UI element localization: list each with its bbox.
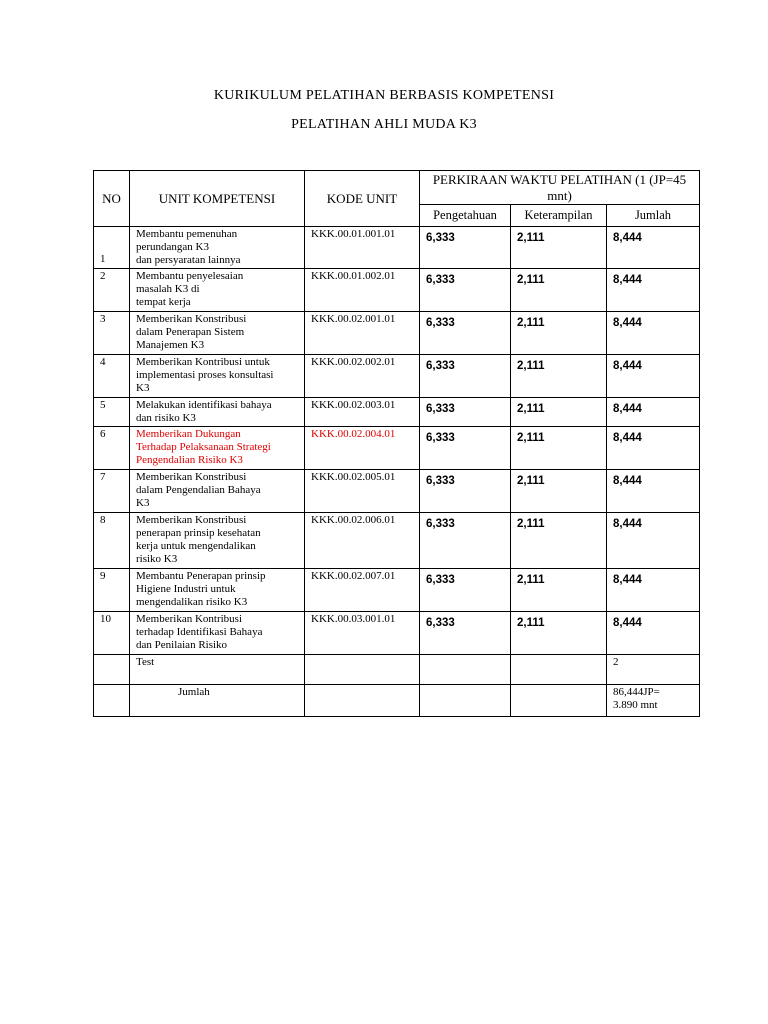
- row-no: 10: [100, 613, 111, 625]
- row-unit: Memberikan Konstribusi dalam Penerapan Sistem Manajemen K3: [136, 313, 247, 351]
- test-label: Test: [136, 656, 155, 668]
- row-unit: Memberikan Konstribusi penerapan prinsip kesehatan kerja untuk mengendalikan risiko K3: [136, 514, 261, 565]
- row-unit: Memberikan Dukungan Terhadap Pelaksanaan Strategi Pengendalian Risiko K3: [136, 428, 271, 466]
- row-pengetahuan: 6,333: [426, 232, 455, 244]
- row-jumlah: 8,444: [613, 274, 642, 286]
- row-unit: Membantu Penerapan prinsip Higiene Industri untuk mengendalikan risiko K3: [136, 570, 266, 608]
- row-pengetahuan: 6,333: [426, 617, 455, 629]
- row-pengetahuan: 6,333: [426, 274, 455, 286]
- row-jumlah: 8,444: [613, 317, 642, 329]
- row-unit: Memberikan Konstribusi dalam Pengendalian Bahaya K3: [136, 471, 261, 509]
- row-no: 2: [100, 270, 106, 282]
- row-kode: KKK.00.02.002.01: [311, 356, 396, 368]
- row-jumlah: 8,444: [613, 518, 642, 530]
- header-keterampilan: Keterampilan: [511, 205, 607, 227]
- row-pengetahuan: 6,333: [426, 518, 455, 530]
- table-body: [94, 227, 700, 717]
- table-row: [94, 398, 700, 427]
- row-keterampilan: 2,111: [517, 574, 545, 586]
- row-no: 9: [100, 570, 106, 582]
- total-row: [94, 685, 700, 717]
- table-row: [94, 612, 700, 655]
- row-kode: KKK.00.02.006.01: [311, 514, 396, 526]
- table-row: [94, 470, 700, 513]
- row-jumlah: 8,444: [613, 574, 642, 586]
- row-keterampilan: 2,111: [517, 403, 545, 415]
- row-no: 6: [100, 428, 106, 440]
- table-row-highlighted: [94, 427, 700, 470]
- row-jumlah: 8,444: [613, 617, 642, 629]
- row-pengetahuan: 6,333: [426, 403, 455, 415]
- total-label: Jumlah: [178, 686, 210, 698]
- table-row: [94, 269, 700, 312]
- row-pengetahuan: 6,333: [426, 360, 455, 372]
- curriculum-table: [93, 170, 700, 717]
- row-keterampilan: 2,111: [517, 475, 545, 487]
- row-kode: KKK.00.02.003.01: [311, 399, 396, 411]
- row-keterampilan: 2,111: [517, 432, 545, 444]
- row-kode: KKK.00.01.001.01: [311, 228, 396, 240]
- row-pengetahuan: 6,333: [426, 475, 455, 487]
- row-unit: Melakukan identifikasi bahaya dan risiko K3: [136, 399, 272, 424]
- row-no: 3: [100, 313, 106, 325]
- total-jumlah: 86,444JP= 3.890 mnt: [613, 686, 660, 711]
- row-no: 7: [100, 471, 106, 483]
- row-jumlah: 8,444: [613, 232, 642, 244]
- row-jumlah: 8,444: [613, 475, 642, 487]
- table-row: [94, 312, 700, 355]
- row-pengetahuan: 6,333: [426, 574, 455, 586]
- row-no: 4: [100, 356, 106, 368]
- row-pengetahuan: 6,333: [426, 432, 455, 444]
- row-no: 8: [100, 514, 106, 526]
- row-unit: Membantu pemenuhan perundangan K3 dan persyaratan lainnya: [136, 228, 241, 266]
- row-keterampilan: 2,111: [517, 232, 545, 244]
- document-subtitle: PELATIHAN AHLI MUDA K3: [291, 117, 477, 132]
- header-waktu: PERKIRAAN WAKTU PELATIHAN (1 (JP=45 mnt): [420, 171, 700, 205]
- header-pengetahuan: Pengetahuan: [420, 205, 511, 227]
- row-keterampilan: 2,111: [517, 617, 545, 629]
- header-kode: KODE UNIT: [305, 171, 420, 227]
- row-jumlah: 8,444: [613, 403, 642, 415]
- row-kode: KKK.00.02.007.01: [311, 570, 396, 582]
- row-no: 5: [100, 399, 106, 411]
- table-row: [94, 513, 700, 569]
- test-jumlah: 2: [613, 656, 619, 668]
- document-title: KURIKULUM PELATIHAN BERBASIS KOMPETENSI: [213, 88, 555, 103]
- row-jumlah: 8,444: [613, 360, 642, 372]
- row-kode: KKK.00.03.001.01: [311, 613, 396, 625]
- row-keterampilan: 2,111: [517, 317, 545, 329]
- header-no: NO: [94, 171, 130, 227]
- row-kode: KKK.00.01.002.01: [311, 270, 396, 282]
- table-row: [94, 355, 700, 398]
- row-unit: Memberikan Kontribusi terhadap Identifikasi Bahaya dan Penilaian Risiko: [136, 613, 263, 651]
- test-row: [94, 655, 700, 685]
- header-jumlah: Jumlah: [607, 205, 700, 227]
- row-unit: Memberikan Kontribusi untuk implementasi proses konsultasi K3: [136, 356, 274, 394]
- row-kode: KKK.00.02.004.01: [311, 428, 396, 440]
- header-unit: UNIT KOMPETENSI: [130, 171, 305, 227]
- row-keterampilan: 2,111: [517, 360, 545, 372]
- table-row: [94, 569, 700, 612]
- row-keterampilan: 2,111: [517, 518, 545, 530]
- table-row: [94, 227, 700, 269]
- row-jumlah: 8,444: [613, 432, 642, 444]
- row-kode: KKK.00.02.005.01: [311, 471, 396, 483]
- row-keterampilan: 2,111: [517, 274, 545, 286]
- row-no: 1: [100, 253, 106, 265]
- row-unit: Membantu penyelesaian masalah K3 di tempat kerja: [136, 270, 244, 308]
- row-kode: KKK.00.02.001.01: [311, 313, 396, 325]
- row-pengetahuan: 6,333: [426, 317, 455, 329]
